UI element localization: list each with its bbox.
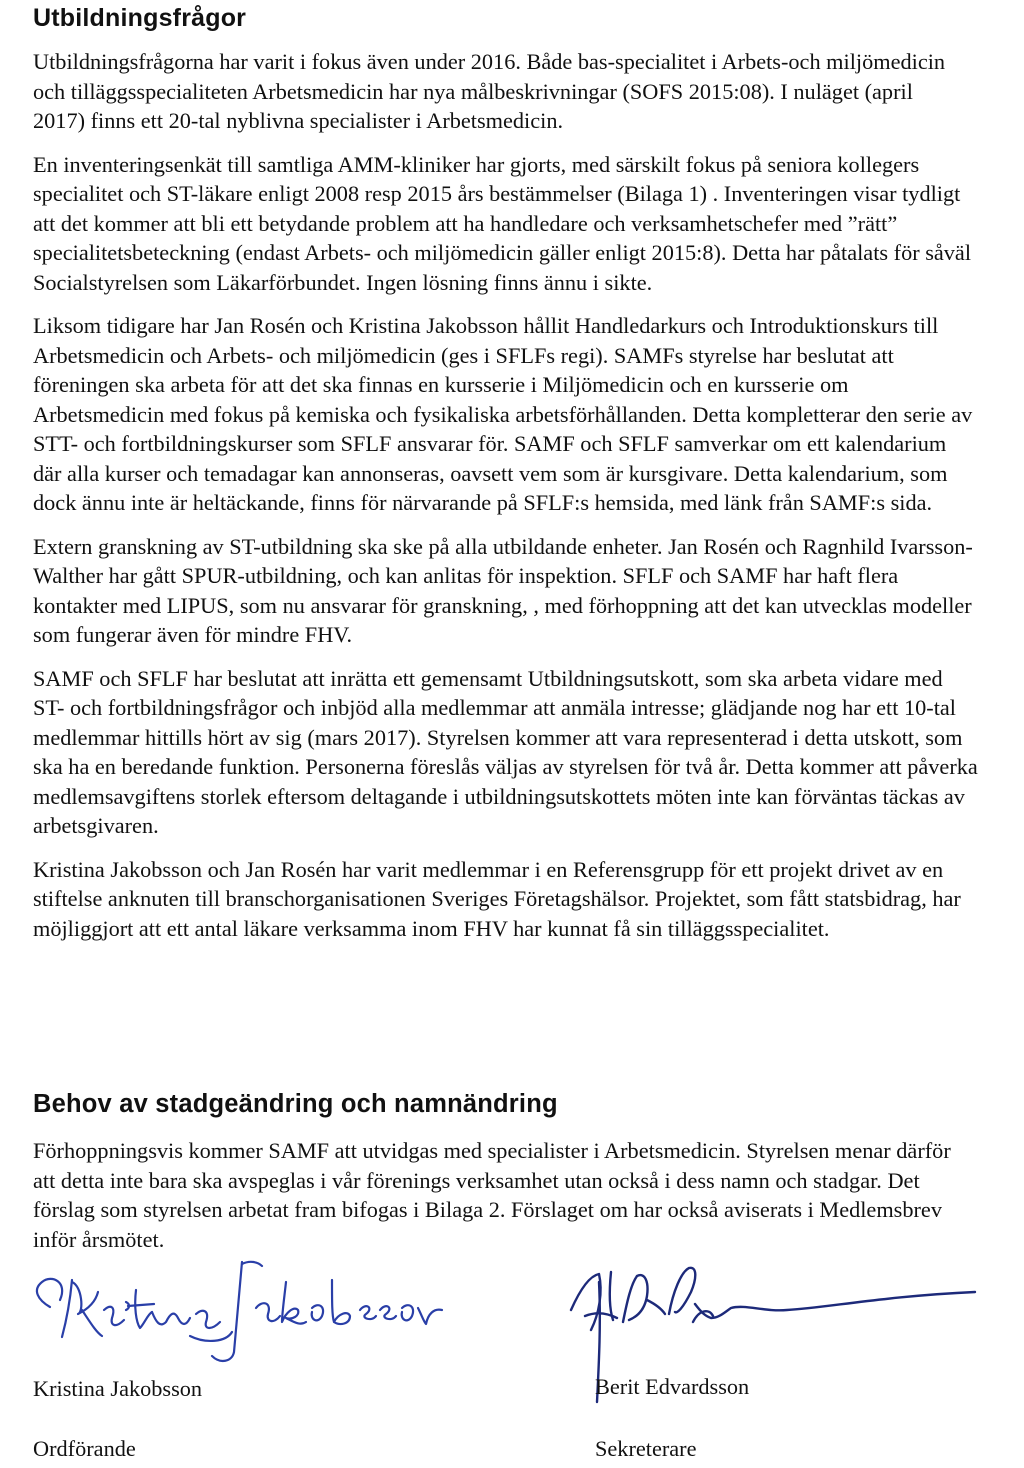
paragraph: Förhoppningsvis kommer SAMF att utvidgas med specialister i Arbetsmedicin. Styrelsen menar därför att detta inte bara ska avspeglas i vår förenings verksamhet utan också i dess namn och stadgar. Det förslag som styrelsen arbetat fram bifogas i Bilaga 2. Förslaget om har också aviserats i Medlemsbrev inför årsmötet. [33, 1138, 951, 1252]
paragraph: SAMF och SFLF har beslutat att inrätta ett gemensamt Utbildningsutskott, som ska arbeta vidare med ST- och fortbildningsfrågor och inbjöd alla medlemmar att anmäla intresse; glädjande nog har ett 10-tal medlemmar hittills hört av sig (mars 2017). Styrelsen kommer att vara representerad i detta utskott, som ska ha en beredande funktion. Personerna föreslås väljas av styrelsen för två år. Detta kommer att påverka medlemsavgiftens storlek eftersom deltagande i utbildningsutskottets möten inte kan förväntas täckas av arbetsgivaren. [33, 665, 978, 838]
signatory-name: Berit Edvardsson [595, 1374, 750, 1399]
paragraph: Utbildningsfrågorna har varit i fokus även under 2016. Både bas-specialitet i Arbets-och miljömedicin och tilläggsspecialiteten Arbetsmedicin har nya målbeskrivningar (SOFS 2015:08). I nuläget (april 2017) finns ett 20-tal nyblivna specialister i Arbetsmedicin. [33, 49, 946, 133]
section-heading-education: Utbildningsfrågor [33, 4, 247, 32]
signatory-role: Ordförande [33, 1436, 136, 1461]
section-heading-statutes: Behov av stadgeändring och namnändring [33, 1090, 558, 1118]
paragraph: Kristina Jakobsson och Jan Rosén har varit medlemmar i en Referensgrupp för ett projekt drivet av en stiftelse anknuten till branschorganisationen Sveriges Företagshälsor. Projektet, som fått statsbidrag, har möjliggjort att ett antal läkare verksamma inom FHV har kunnat få sin tilläggsspecialitet. [33, 856, 961, 941]
signatory-role: Sekreterare [595, 1436, 697, 1461]
signatory-name: Kristina Jakobsson [33, 1376, 203, 1401]
paragraph: Liksom tidigare har Jan Rosén och Kristina Jakobsson hållit Handledarkurs och Introduktionskurs till Arbetsmedicin och Arbets- och miljömedicin (ges i SFLFs regi). SAMFs styrelse har beslutat att föreningen ska arbeta för att det ska finnas en kursserie i Miljömedicin och en kursserie om Arbetsmedicin med fokus på kemiska och fysikaliska arbetsförhållanden. Detta kompletterar den serie av STT- och fortbildningskurser som SFLF ansvarar för. SAMF och SFLF samverkar om ett kalendarium där alla kurser och temadagar kan annonseras, oavsett vem som är kursgivare. Detta kalendarium, som dock ännu inte är heltäckande, finns för närvarande på SFLF:s hemsida, med länk från SAMF:s sida. [33, 313, 973, 515]
signature-area [0, 1252, 1024, 1468]
paragraph: Extern granskning av ST-utbildning ska ske på alla utbildande enheter. Jan Rosén och Ragnhild Ivarsson-Walther har gått SPUR-utbildning, och kan anlitas för inspektion. SFLF och SAMF har haft flera kontakter med LIPUS, som nu ansvarar för granskning, , med förhoppning att det kan utvecklas modeller som fungerar även för mindre FHV. [33, 533, 973, 647]
signature-kristina-jakobsson [20, 1252, 460, 1372]
paragraph: En inventeringsenkät till samtliga AMM-kliniker har gjorts, med särskilt fokus på seniora kollegers specialitet och ST-läkare enligt 2008 resp 2015 års bestämmelser (Bilaga 1) . Inventeringen visar tydligt att det kommer att bli ett betydande problem att ha handledare och verksamhetschefer med ”rätt” specialitetsbeteckning (endast Arbets- och miljömedicin gäller enligt 2015:8). Detta har påtalats för såväl Socialstyrelsen som Läkarförbundet. Ingen lösning finns ännu i sikte. [33, 151, 972, 295]
section-education-body [33, 47, 993, 957]
